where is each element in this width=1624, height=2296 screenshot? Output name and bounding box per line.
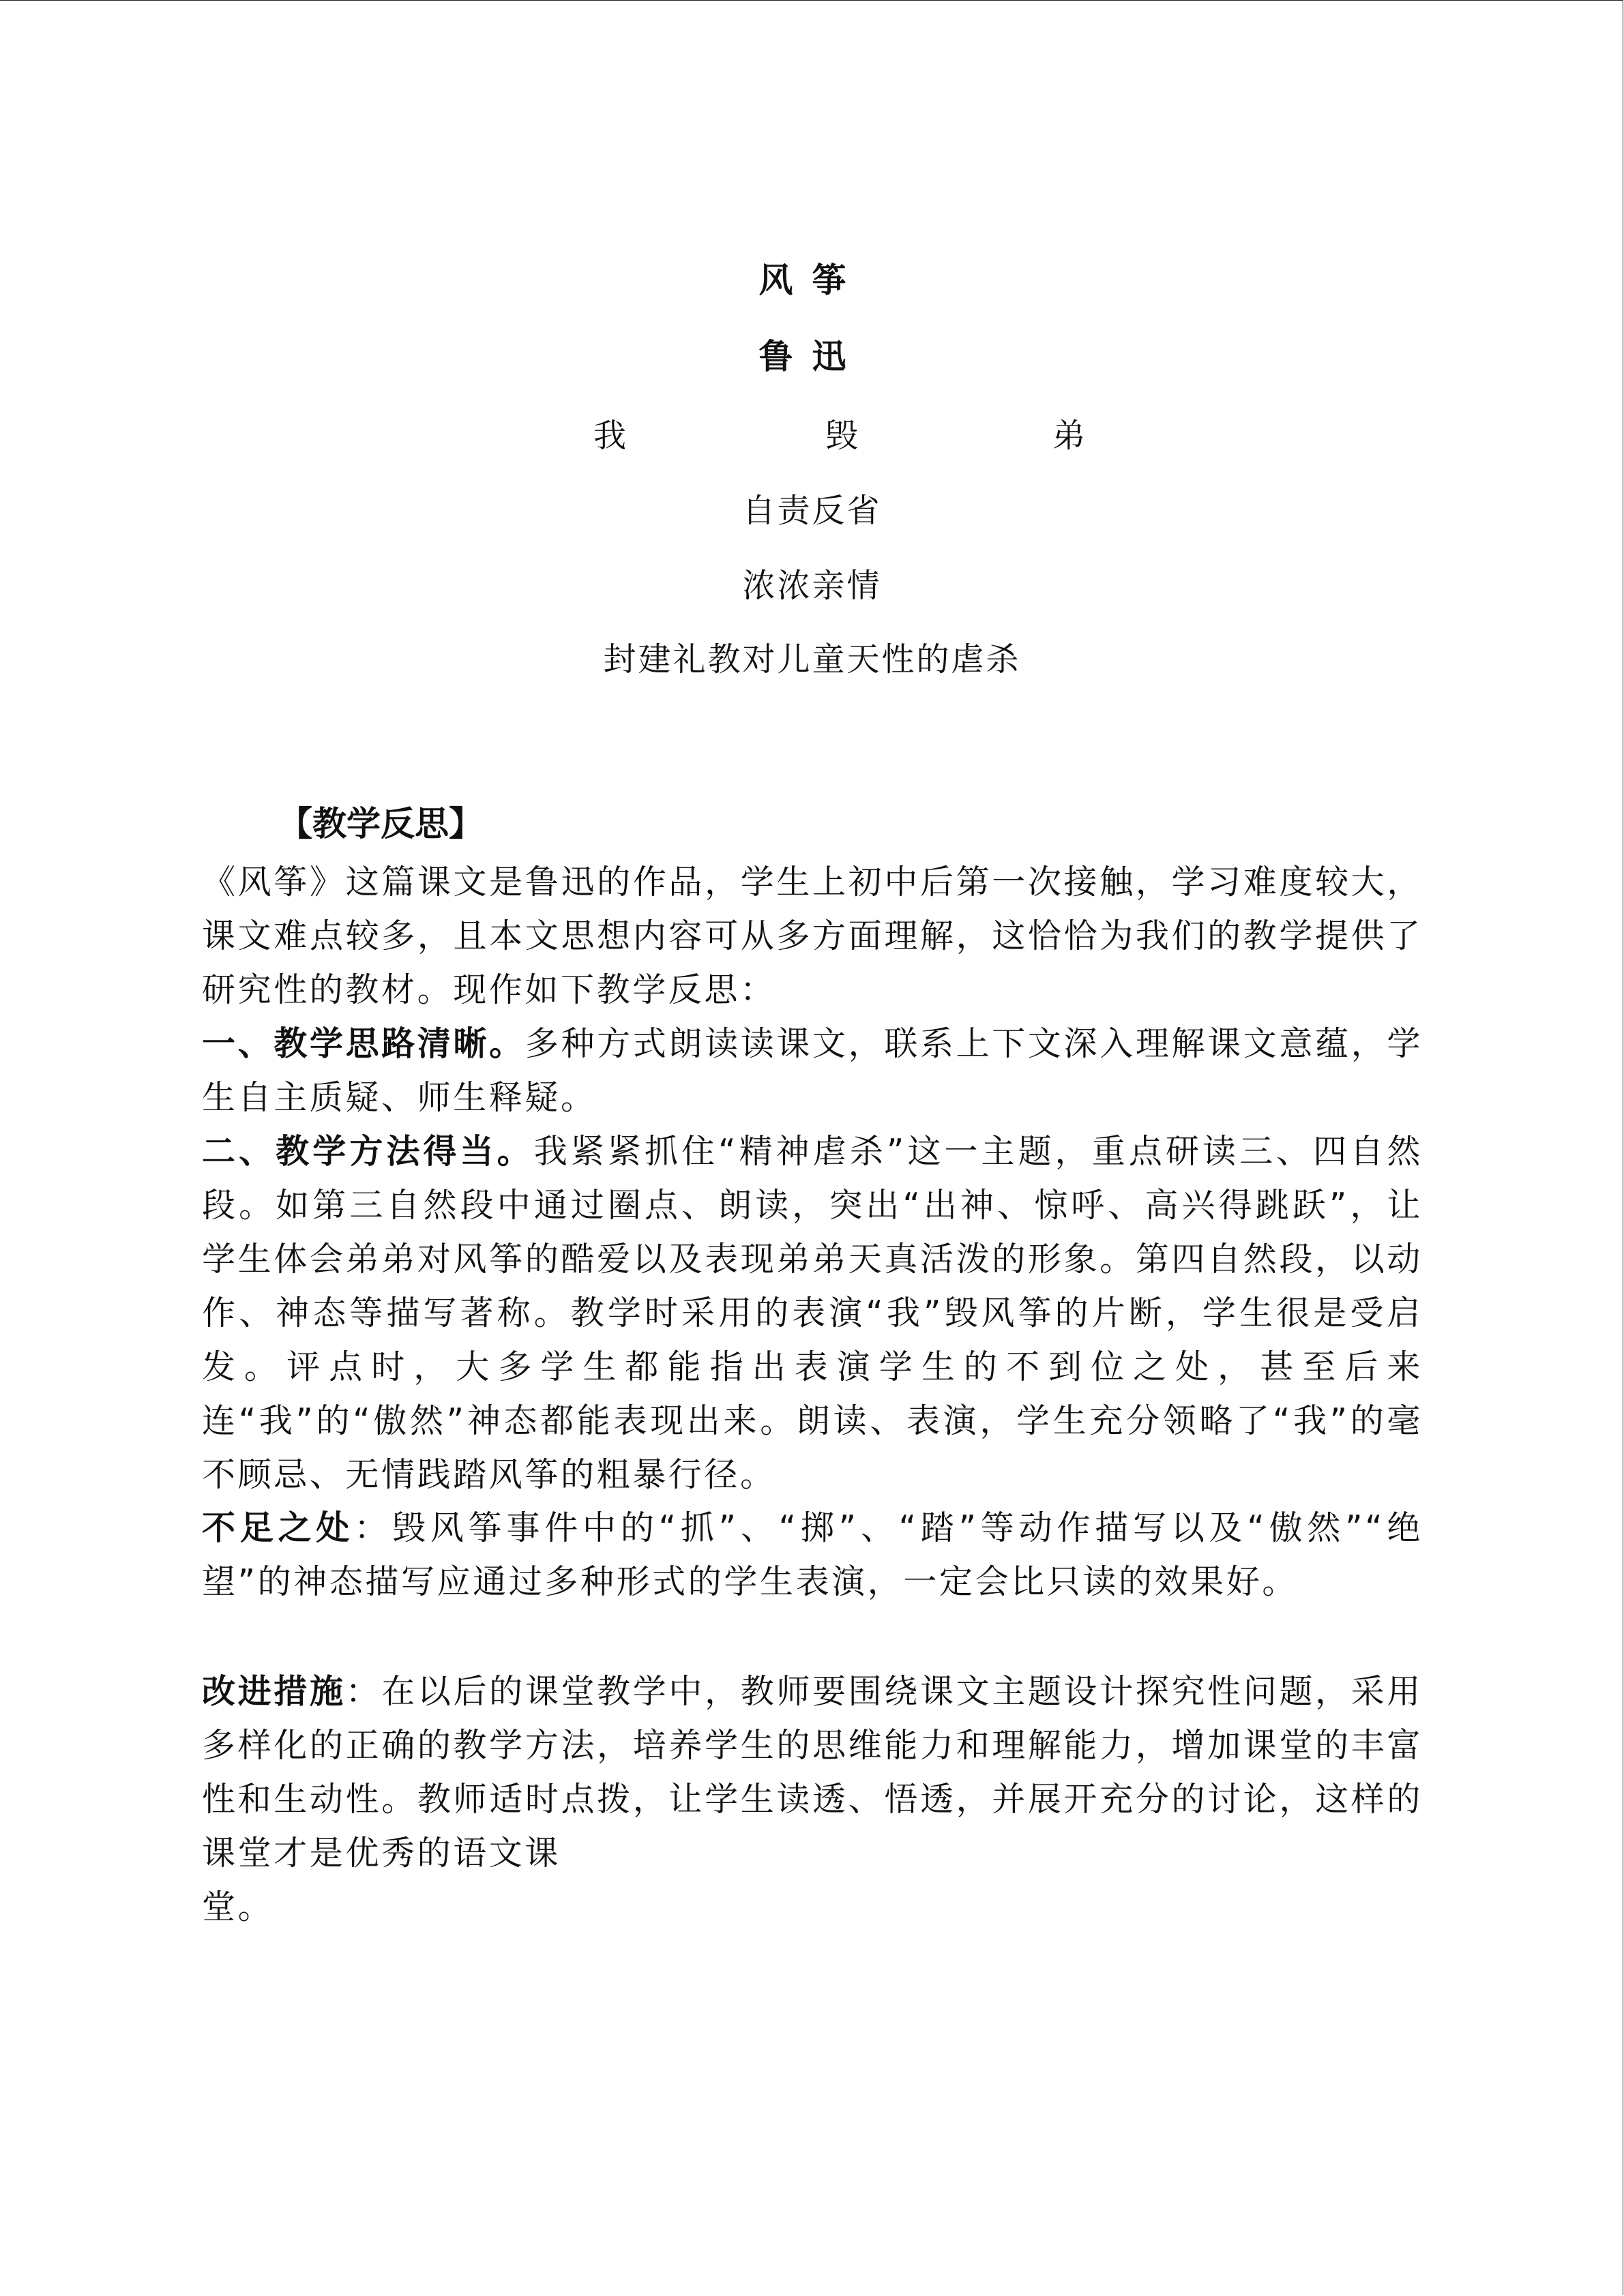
intro-text: 《风筝》这篇课文是鲁迅的作品，学生上初中后第一次接触，学习难度较大，课文难点较多，且本文思想内容可从多方面理解，这恰恰为我们的教学提供了研究性的教材。现作如下教学反思： (202, 863, 1423, 1009)
shortcoming-paragraph (202, 1501, 1423, 1609)
shortcoming-label: 不足之处 (202, 1508, 355, 1547)
improvement-label: 改进措施 (202, 1672, 346, 1711)
point2-paragraph (202, 1124, 1423, 1502)
point1-text: 多种方式朗读读课文，联系上下文深入理解课文意蕴，学生自主质疑、师生释疑。 (202, 1024, 1423, 1117)
document-title: 风筝 (758, 260, 866, 300)
document-author: 鲁迅 (758, 337, 866, 376)
improvement-text: ：在以后的课堂教学中，教师要围绕课文主题设计探究性问题，采用多样化的正确的教学方法，培养学生的思维能力和理解能力，增加课堂的丰富性和生动性。教师适时点拨，让学生读透、悟透，并展开充分的讨论，这样的课堂才是优秀的语文课 (202, 1672, 1423, 1873)
point2-text: 我紧紧抓住“精神虐杀”这一主题，重点研读三、四自然段。如第三自然段中通过圈点、朗读，突出“出神、惊呼、高兴得跳跃”，让学生体会弟弟对风筝的酷爱以及表现弟弟天真活泼的形象。第四自然段，以动作、神态等描写著称。教学时采用的表演“我”毁风筝的片断，学生很是受启发。评点时，大多学生都能指出表演学生的不到位之处，甚至后来连“我”的“傲然”神态都能表现出来。朗读、表演，学生充分领略了“我”的毫不顾忌、无情践踏风筝的粗暴行径。 (202, 1132, 1423, 1494)
diagram-middle-destroy: 毁 (825, 417, 859, 455)
point1-paragraph (202, 1017, 1423, 1124)
section-heading: 【教学反思】 (278, 804, 483, 844)
improvement-paragraph (202, 1665, 1423, 1880)
theme-family-love: 浓浓亲情 (742, 567, 882, 605)
theme-feudal-oppression: 封建礼教对儿童天性的虐杀 (603, 640, 1021, 679)
improvement-tail-line (202, 1880, 1423, 1934)
diagram-right-brother: 弟 (1052, 417, 1086, 455)
point1-label: 一、教学思路清晰。 (202, 1024, 525, 1063)
improvement-tail: 堂。 (202, 1888, 274, 1926)
shortcoming-text: ：毁风筝事件中的“抓”、“掷”、“踏”等动作描写以及“傲然”“绝望”的神态描写应通过多种形式的学生表演，一定会比只读的效果好。 (202, 1508, 1423, 1601)
diagram-left-me: 我 (593, 417, 627, 455)
point2-label: 二、教学方法得当。 (202, 1132, 534, 1171)
intro-paragraph (202, 855, 1423, 1017)
theme-self-reflection: 自责反省 (742, 492, 882, 530)
